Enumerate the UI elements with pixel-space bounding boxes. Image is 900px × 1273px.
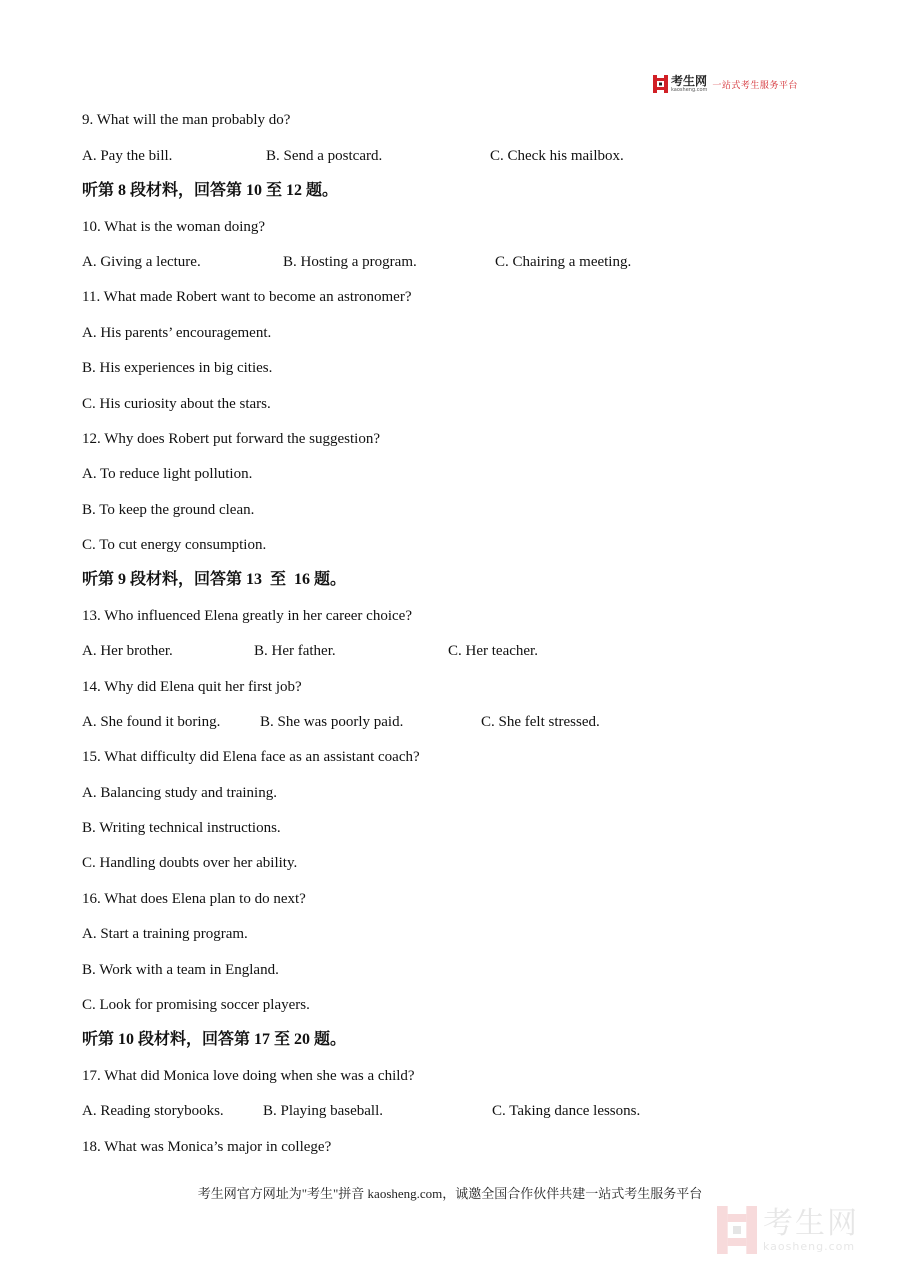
option-14c: C. She felt stressed.	[481, 714, 600, 730]
question-11: 11. What made Robert want to become an astronomer?	[82, 289, 412, 305]
header-brand	[671, 75, 707, 93]
watermark-brand: 考生网	[763, 1205, 859, 1241]
question-16: 16. What does Elena plan to do next?	[82, 891, 306, 907]
footer-watermark	[717, 1206, 859, 1254]
watermark-url: kaosheng.com	[763, 1239, 856, 1253]
section-heading-9: 听第 9 段材料，回答第 13 至 16 题。	[82, 571, 347, 588]
header-brand-name: 考生网	[671, 74, 708, 88]
header-tagline: 一站式考生服务平台	[712, 80, 798, 91]
option-9c: C. Check his mailbox.	[490, 148, 624, 164]
option-12a: A. To reduce light pollution.	[82, 466, 253, 482]
question-13: 13. Who influenced Elena greatly in her career choice?	[82, 608, 412, 624]
option-13a: A. Her brother.	[82, 643, 173, 659]
option-13c: C. Her teacher.	[448, 643, 538, 659]
question-9: 9. What will the man probably do?	[82, 112, 291, 128]
header-logo	[653, 74, 798, 94]
option-9a: A. Pay the bill.	[82, 148, 173, 164]
option-15b: B. Writing technical instructions.	[82, 820, 281, 836]
kaosheng-logo-icon	[653, 75, 668, 93]
section-heading-10: 听第 10 段材料，回答第 17 至 20 题。	[82, 1031, 347, 1048]
question-14: 14. Why did Elena quit her first job?	[82, 679, 302, 695]
option-17a: A. Reading storybooks.	[82, 1103, 224, 1119]
option-16c: C. Look for promising soccer players.	[82, 997, 310, 1013]
question-18: 18. What was Monica’s major in college?	[82, 1139, 332, 1155]
footer-text: 考生网官方网址为"考生"拼音 kaosheng.com，诚邀全国合作伙伴共建一站式考生服务平台	[197, 1186, 703, 1201]
option-15a: A. Balancing study and training.	[82, 785, 277, 801]
option-10b: B. Hosting a program.	[283, 254, 417, 270]
option-16b: B. Work with a team in England.	[82, 962, 279, 978]
option-17b: B. Playing baseball.	[263, 1103, 383, 1119]
question-15: 15. What difficulty did Elena face as an assistant coach?	[82, 749, 420, 765]
option-11b: B. His experiences in big cities.	[82, 360, 273, 376]
kaosheng-watermark-icon	[717, 1206, 757, 1254]
option-13b: B. Her father.	[254, 643, 336, 659]
question-17: 17. What did Monica love doing when she was a child?	[82, 1068, 415, 1084]
question-10: 10. What is the woman doing?	[82, 219, 266, 235]
option-12b: B. To keep the ground clean.	[82, 502, 255, 518]
section-heading-8: 听第 8 段材料，回答第 10 至 12 题。	[82, 182, 339, 199]
option-17c: C. Taking dance lessons.	[492, 1103, 641, 1119]
option-10a: A. Giving a lecture.	[82, 254, 201, 270]
option-9b: B. Send a postcard.	[266, 148, 383, 164]
option-12c: C. To cut energy consumption.	[82, 537, 267, 553]
option-16a: A. Start a training program.	[82, 926, 248, 942]
option-11a: A. His parents’ encouragement.	[82, 325, 272, 341]
option-14a: A. She found it boring.	[82, 714, 221, 730]
option-11c: C. His curiosity about the stars.	[82, 396, 271, 412]
option-10c: C. Chairing a meeting.	[495, 254, 632, 270]
option-15c: C. Handling doubts over her ability.	[82, 855, 298, 871]
watermark-text	[763, 1205, 859, 1253]
header-brand-url: kaosheng.com	[671, 87, 708, 93]
question-12: 12. Why does Robert put forward the suggestion?	[82, 431, 381, 447]
option-14b: B. She was poorly paid.	[260, 714, 404, 730]
